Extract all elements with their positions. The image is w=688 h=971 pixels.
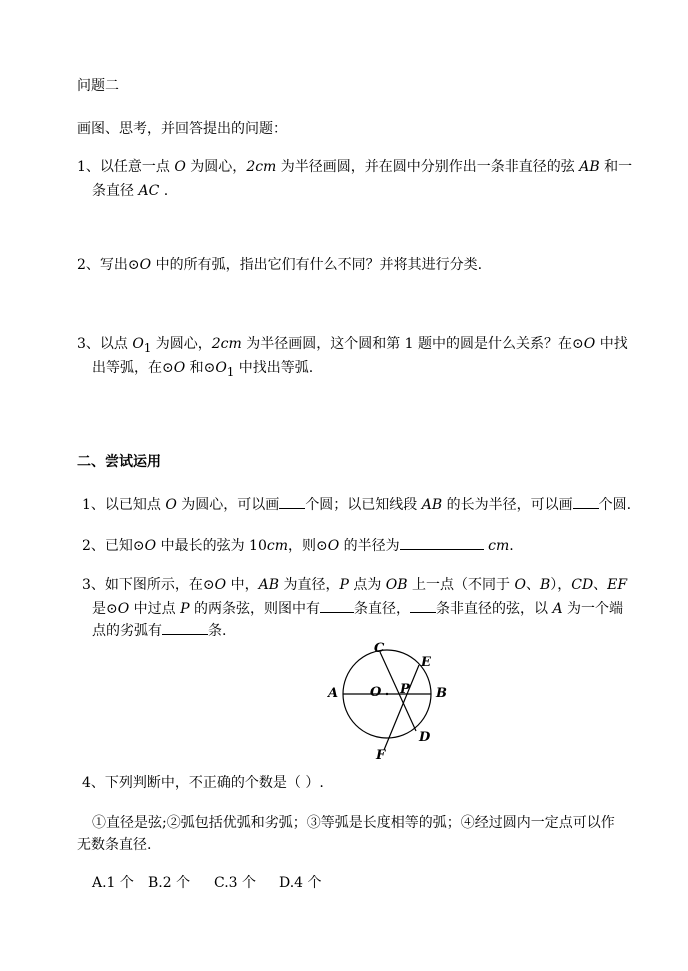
practice-4-statements-line-1: ①直径是弦;②弧包括优弧和劣弧；③等弧是长度相等的弧；④经过圆内一定点可以作 bbox=[92, 815, 615, 831]
center-point-o bbox=[386, 693, 388, 695]
circle-figure bbox=[320, 636, 450, 766]
problem-two-instruction: 画图、思考，并回答提出的问题： bbox=[77, 121, 287, 137]
question-3-line-1: 3、以点 $O_1$ 为圆心，2cm 为半径画圆，这个圆和第 1 题中的圆是什么关系？在⊙O 中找 bbox=[77, 336, 628, 355]
label-c: C bbox=[374, 641, 385, 656]
answer-blank-2[interactable] bbox=[573, 494, 599, 509]
practice-3-line-3: 点的劣弧有 条. bbox=[92, 620, 226, 641]
label-a: A bbox=[328, 686, 339, 701]
question-1-line-2: 条直径 AC . bbox=[92, 183, 169, 199]
chord-cd bbox=[380, 652, 416, 731]
answer-blank-5[interactable] bbox=[410, 598, 436, 613]
practice-4: 4、下列判断中，不正确的个数是（ ）. bbox=[82, 775, 324, 791]
answer-blank-4[interactable] bbox=[320, 598, 354, 613]
answer-blank-1[interactable] bbox=[279, 494, 305, 509]
answer-blank-6[interactable] bbox=[162, 620, 208, 635]
chord-ef bbox=[384, 665, 419, 750]
practice-3-line-1: 3、如下图所示，在⊙O 中，AB 为直径，P 点为 OB 上一点（不同于 O、B），CD、EF bbox=[82, 577, 628, 593]
practice-4-statements-line-2: 无数条直径. bbox=[77, 837, 152, 853]
label-o: O bbox=[370, 685, 382, 700]
choice-b[interactable]: B.2 个 bbox=[148, 875, 191, 891]
practice-2: 2、已知⊙O 中最长的弦为 10cm，则⊙O 的半径为 cm. bbox=[82, 535, 514, 556]
practice-1: 1、以已知点 O 为圆心，可以画 个圆；以已知线段 AB 的长为半径，可以画 个圆. bbox=[82, 494, 631, 515]
question-2: 2、写出⊙O 中的所有弧，指出它们有什么不同？并将其进行分类. bbox=[77, 257, 483, 273]
question-1-line-1: 1、以任意一点 O 为圆心，2cm 为半径画圆，并在圆中分别作出一条非直径的弦 AB 和一 bbox=[77, 159, 633, 175]
choice-c[interactable]: C.3 个 bbox=[214, 875, 257, 891]
choice-d[interactable]: D.4 个 bbox=[279, 875, 322, 891]
label-d: D bbox=[419, 730, 431, 745]
label-f: F bbox=[376, 748, 386, 763]
practice-3-line-2: 是⊙O 中过点 P 的两条弦，则图中有 条直径， 条非直径的弦，以 A 为一个端 bbox=[92, 598, 623, 619]
label-p: P bbox=[400, 682, 410, 697]
question-3-line-2: 出等弧，在⊙O 和$⊙O_1$ 中找出等弧. bbox=[92, 360, 314, 379]
label-e: E bbox=[421, 655, 431, 670]
problem-two-title: 问题二 bbox=[77, 78, 119, 94]
answer-blank-3[interactable] bbox=[400, 535, 484, 550]
label-b: B bbox=[436, 686, 447, 701]
choice-a[interactable]: A.1 个 bbox=[92, 875, 134, 891]
section-2-title: 二、尝试运用 bbox=[77, 454, 161, 470]
